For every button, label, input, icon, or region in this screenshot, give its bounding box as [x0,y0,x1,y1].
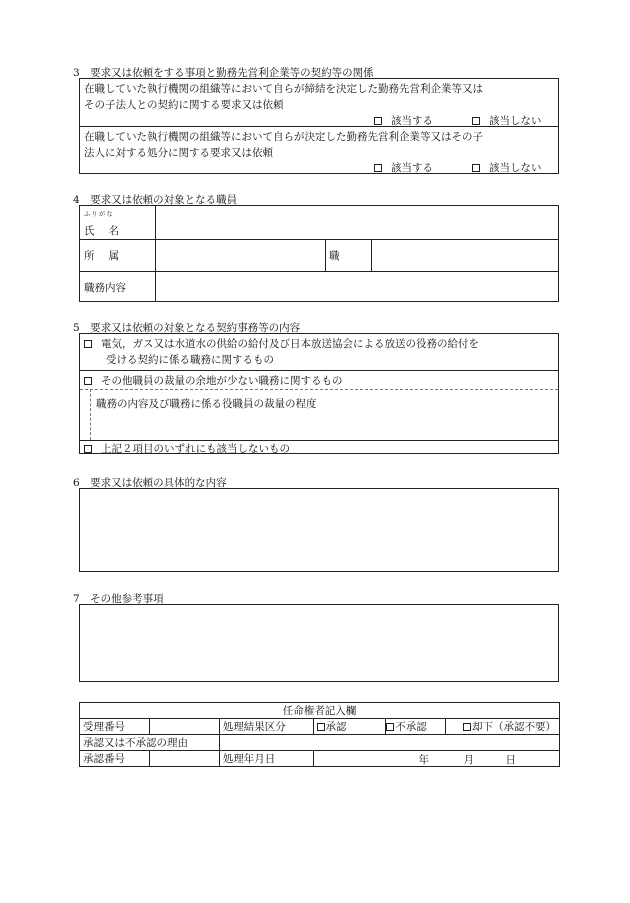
receipt-number-label: 受理番号 [80,719,150,735]
low-discretion-label: その他職員の裁量の余地が少ない職務に関するもの [101,375,343,387]
contract-applies-checkbox[interactable] [374,117,382,125]
disposition-not-applies-label: 該当しない [489,162,542,174]
disposition-request-line-2: 法人に対する処分に関する要求又は依頼 [84,147,273,159]
row-divider-2 [80,271,558,272]
section-4-title: 4 要求又は依頼の対象となる職員 [73,194,238,206]
position-divider-right [371,239,372,271]
name-field[interactable] [157,207,557,238]
reason-label: 承認又は不承認の理由 [80,735,220,751]
reject-option[interactable] [446,719,560,735]
utility-contract-line-2: 受ける契約に係る職務に関するもの [106,354,274,366]
none-applicable-label: 上記２項目のいずれにも該当しないもの [101,443,290,455]
section-5-title: 5 要求又は依頼の対象となる契約事務等の内容 [73,322,301,334]
position-field[interactable] [373,241,557,270]
disapprove-option[interactable] [386,719,446,735]
name-label: 氏名 [84,225,133,237]
low-discretion-option[interactable] [84,373,343,388]
approve-option[interactable] [313,719,386,735]
approve-label: 承認 [325,721,347,733]
disposition-not-applies-option[interactable] [472,160,542,175]
year-label: 年 [418,754,430,766]
approval-number-field[interactable] [149,751,219,767]
approval-number-label: 承認番号 [80,751,150,767]
furigana-label: ふりがな [84,211,115,218]
specific-content-field[interactable] [79,488,559,572]
other-reference-field[interactable] [79,604,559,682]
contract-request-line-1: 在職していた執行機関の組織等において自らが締結を決定した勤務先営利企業等又は [84,83,483,95]
reason-field[interactable] [219,735,559,751]
row-divider-1 [80,239,558,240]
position-divider-left [325,239,326,271]
section-4-box [79,205,559,302]
appointing-authority-table [79,702,560,767]
affiliation-label: 所属 [84,250,133,262]
section-3-divider [80,126,558,127]
section-3-title: 3 要求又は依頼をする事項と勤務先営利企業等の契約等の関係 [73,67,374,79]
authority-header: 任命権者記入欄 [80,703,560,719]
disposition-request-line-1: 在職していた執行機関の組織等において自らが決定した勤務先営利企業等又はその子 [84,131,483,143]
label-column-divider [155,206,156,301]
none-applicable-checkbox[interactable] [84,445,92,453]
disposition-applies-label: 該当する [391,162,433,174]
section-5-dashed-divider [80,389,558,390]
section-3-box [79,78,559,174]
none-applicable-option[interactable] [84,441,290,456]
utility-contract-checkbox[interactable] [84,340,92,348]
duties-field[interactable] [157,273,557,301]
contract-not-applies-label: 該当しない [489,115,542,127]
section-6-title: 6 要求又は依頼の具体的な内容 [73,477,227,489]
discretion-detail-field[interactable] [92,412,557,438]
disposition-applies-checkbox[interactable] [374,164,382,172]
disposition-not-applies-checkbox[interactable] [472,164,480,172]
disposition-applies-option[interactable] [374,160,433,175]
month-label: 月 [463,754,475,766]
disapprove-label: 不承認 [395,721,427,733]
day-label: 日 [505,754,517,766]
section-5-box [79,333,559,454]
duties-label: 職務内容 [84,282,126,294]
affiliation-field[interactable] [157,241,323,270]
disapprove-checkbox[interactable] [386,723,394,731]
position-label: 職 [329,250,340,262]
utility-contract-line-1: 電気，ガス又は水道水の供給の給付及び日本放送協会による放送の役務の給付を [101,338,479,350]
section-5-divider-1 [80,370,558,371]
receipt-number-field[interactable] [149,719,219,735]
detail-box-left-edge [90,389,91,440]
process-date-label: 処理年月日 [219,751,313,767]
approve-checkbox[interactable] [317,723,325,731]
discretion-detail-label: 職務の内容及び職務に係る役職員の裁量の程度 [96,398,317,410]
contract-request-line-2: その子法人との契約に関する要求又は依頼 [84,99,284,111]
contract-applies-label: 該当する [391,115,433,127]
reject-checkbox[interactable] [463,723,471,731]
process-date-field[interactable] [313,751,559,767]
section-7-title: 7 その他参考事項 [73,593,164,605]
result-category-label: 処理結果区分 [219,719,313,735]
low-discretion-checkbox[interactable] [84,377,92,385]
contract-not-applies-checkbox[interactable] [472,117,480,125]
utility-contract-option[interactable] [84,336,479,351]
reject-label: 却下（承認不要） [472,721,556,733]
